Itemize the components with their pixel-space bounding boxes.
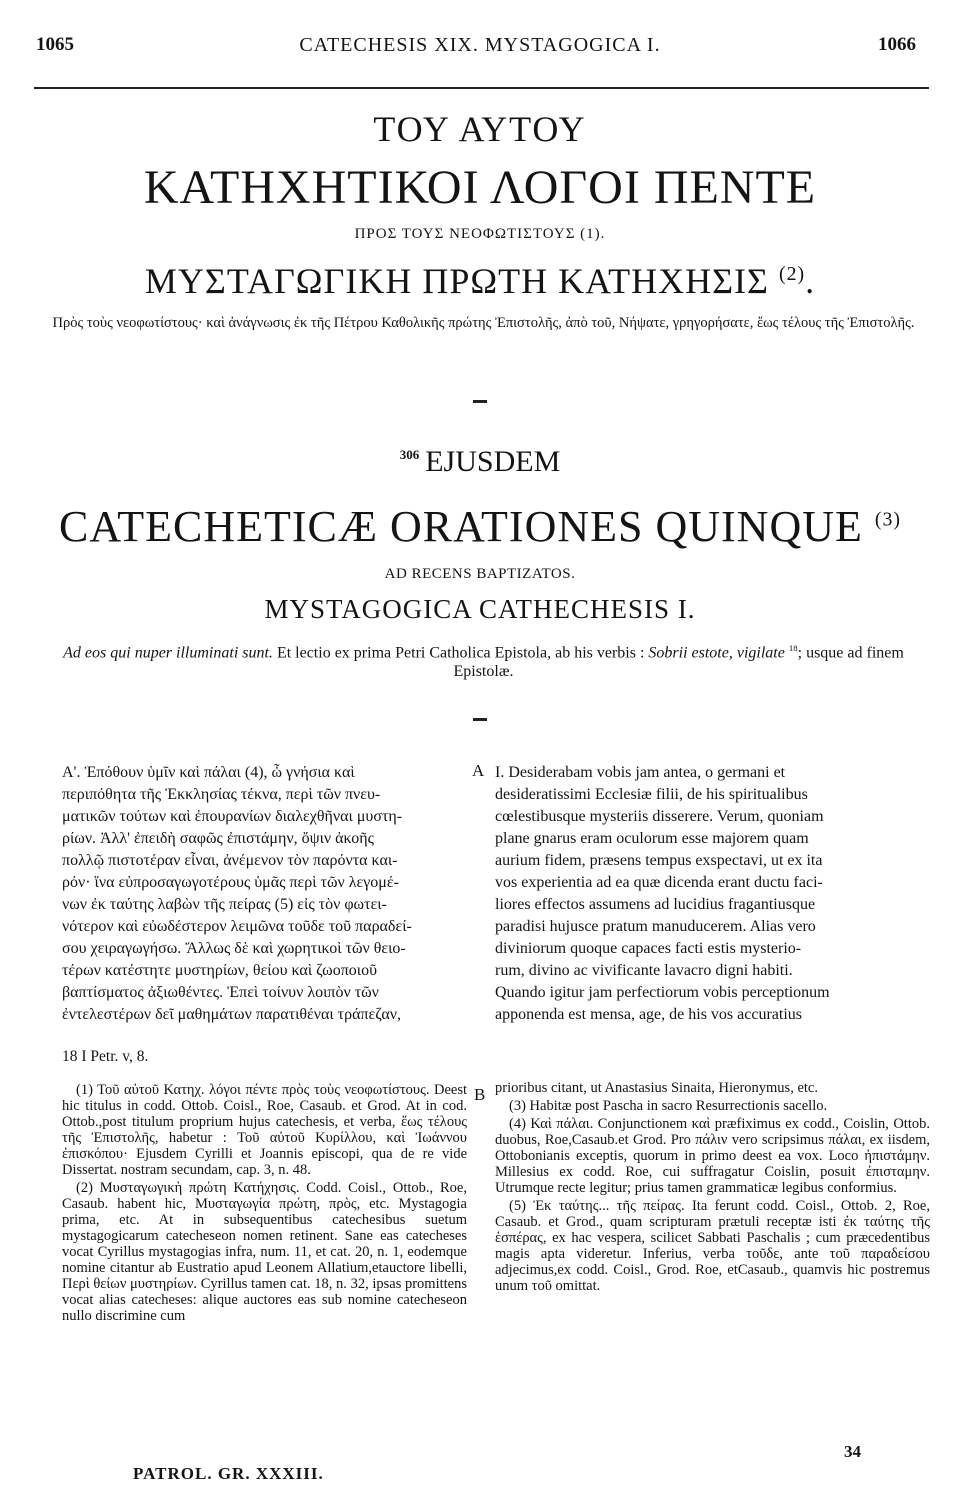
greek-text-column [62,762,467,1026]
latin-author-heading [30,445,930,479]
latin-text-column [495,762,930,1026]
latin-ejusdem: EJUSDEM [425,445,561,478]
header-rule [34,87,929,89]
text-line: ματικῶν τούτων καὶ ἐπουρανίων διαλεχθῆναι μυστη- [62,808,403,825]
footnote-5: (5) Ἐκ ταύτης... τῆς πείρας. Ita ferunt codd. Coisl., Ottob. 2, Roe, Casaub. et Grod., quam scripturam prætuli receptæ isti ἐκ ταύτης τῆς ἑσπέρας, ex hac vespera, scilicet Sabbati Paschalis ; cum præcedentibus magis apta videretur. Inferius, verba τοῦδε, ante τοῦ παραδείσου adjecimus,ex codd. Coisl., Grod. Roe, etCasaub., quamvis hic postremus unum τοῦ omittat. [495,1198,930,1294]
running-title: CATECHESIS XIX. MYSTAGOGICA I. [299,34,661,56]
scripture-reference: 18 I Petr. v, 8. [62,1048,149,1065]
footnote-1: (1) Τοῦ αὐτοῦ Κατηχ. λόγοι πέντε πρὸς τοὺς νεοφωτίστους. Deest hic titulus in codd. Ottob. Coisl., Roe, Casaub. et Grod. At in cod. Ottob.,post titulum proprium hujus catechesis, et verba, ἕως τέλους τῆς Ἐπιστολῆς, habetur : Τοῦ αὐτοῦ Κυρίλλου, καὶ Ἰωάννου ἐπισκόπου· Ejusdem Cyrilli et Joannis episcopi, qua de re vide Dissertat. nostram secundam, cap. 3, n. 48. [62,1082,467,1178]
latin-intro-end: ; usque ad finem Epistolæ. [453,644,904,681]
footnote-ref-3: (3) [874,508,901,531]
notes-right-column [495,1080,930,1296]
greek-mystagogy-title: ΜΥΣΤΑΓΩΓΙΚΗ ΠΡΩΤΗ ΚΑΤΗΧΗΣΙΣ $^{(2)}$. [144,261,816,301]
text-line: νων ἐκ ταύτης λαβὼν τῆς πείρας (5) εἰς τὸν φωτει- [62,896,387,913]
text-line: liores effectos assumens ad lucidius fragantiusque [495,896,816,913]
text-line: ρίων. Ἀλλ' ἐπειδὴ σαφῶς ἐπιστάμην, ὄψιν ἀκοῆς [62,830,374,847]
text-line: I. Desiderabam vobis jam antea, o germani et [495,764,786,781]
text-line: τέρων κατέστητε μυστηρίων, θείου καὶ ζωοποιοῦ [62,962,377,979]
latin-subtitle: AD RECENS BAPTIZATOS. [384,566,576,582]
scripture-ref-marker: 18 [788,643,798,653]
margin-marker-b: B [474,1085,486,1104]
column-number-right: 1066 [878,34,916,55]
text-line: aurium fidem, præsens tempus exspectavi, ut ex ita [495,852,823,869]
margin-marker-a: A [472,761,485,780]
text-line: πολλῷ πιστοτέραν εἶναι, ἀνέμενον τὸν παρόντα και- [62,852,398,869]
column-marker-306: 306 [399,447,420,462]
text-line: plane gnarus eram oculorum esse majorem quam [495,830,809,847]
footnote-2: (2) Μυσταγωγικὴ πρώτη Κατήχησις. Codd. Coisl., Ottob., Roe, Casaub. habent hic, Μυσταγωγία πρώτη, πρὸς, etc. Mystagogia prima, etc. At in subsequentibus catechesibus suetum mystagogicarum catecheseon nomen retinent. Sane eas catecheses vocat Cyrillus mystagogias infra, num. 11, et cat. 20, n. 1, eodemque nomine citantur ab Eustratio apud Leonem Allatium,etauctore libelli, Περὶ θείων μυστηρίων. Cyrillus tamen cat. 18, n. 32, ipsas promittens vocat alias catecheses: alique auctores eas sub nomine catecheseon nullo discrimine cum [62,1180,467,1324]
latin-mystagogy-title: MYSTAGOGICA CATHECHESIS I. [264,594,696,624]
footnote-4: (4) Καὶ πάλαι. Conjunctionem καὶ præfiximus ex codd., Coislin, Ottob. duobus, Roe,Casaub.et Grod. Pro πάλιν vero scripsimus πάλαι, ex iisdem, Ottobonianis exceptis, quorum in primo deest ea vox. Loco ἠπιστάμην. Millesius ex codd. Roe, cui suffragatur Coislin, posuit ἐπισταμην. Utrumque recte legitur; prius tamen grammaticæ legibus conformius. [495,1116,930,1196]
text-line: paradisi hujusce pratum manuducerem. Alias vero [495,918,816,935]
greek-mystagogy-title-text: ΜΥΣΤΑΓΩΓΙΚΗ ΠΡΩΤΗ ΚΑΤΗΧΗΣΙΣ [144,261,770,301]
footnote-ref-2: (2) [779,263,806,285]
footnote-3: (3) Habitæ post Pascha in sacro Resurrectionis sacello. [509,1098,828,1114]
notes-left-column [62,1082,467,1326]
greek-main-title: ΚΑΤΗΧΗΤΙΚΟΙ ΛΟΓΟΙ ΠΕΝΤΕ [143,161,817,214]
section-divider [473,400,487,403]
footnote-2-continued: prioribus citant, ut Anastasius Sinaita, Hieronymus, etc. [495,1080,818,1096]
text-line: νότερον καὶ εὐωδέστερον λειμῶνα τοῦδε τοῦ παραδεί- [62,918,412,935]
text-line: cœlestibusque mysteriis disserere. Verum, quoniam [495,808,824,825]
text-line: apponenda est mensa, age, de his vos accuratius [495,1006,803,1023]
text-line: desideratissimi Ecclesiæ filii, de his spiritualibus [495,786,808,803]
text-line: περιπόθητα τῆς Ἐκκλησίας τέκνα, περὶ τῶν πνευ- [62,786,381,803]
text-line: σου χειραγωγήσω. Ἄλλως δὲ καὶ χωρητικοὶ τῶν θειο- [62,940,406,957]
latin-main-title [30,501,930,552]
latin-intro-quote: Sobrii estote, vigilate [648,644,785,662]
text-line: ἐντελεστέρων δεῖ μαθημάτων παρατιθέναι τράπεζαν, [62,1006,401,1023]
text-line: Α'. Ἐπόθουν ὑμῖν καὶ πάλαι (4), ὦ γνήσια καὶ [62,764,355,781]
text-line: ρόν· ἵνα εὐπροσαγωγοτέρους ὑμᾶς περὶ τῶν λεγομέ- [62,874,399,891]
signature-mark: PATROL. GR. XXXIII. [133,1464,324,1483]
section-divider-2 [473,718,487,721]
text-line: rum, divino ac vivificante lavacro digni habiti. [495,962,793,979]
greek-subtitle: ΠΡΟΣ ΤΟΥΣ ΝΕΟΦΩΤΙΣΤΟΥΣ (1). [354,226,606,242]
latin-intro [36,639,931,681]
latin-intro-italic: Ad eos qui nuper illuminati sunt. [63,644,273,662]
text-line: βαπτίσματος ἀξιωθέντες. Ἐπεὶ τοίνυν λοιπὸν τῶν [62,984,379,1001]
text-line: vos experientia ad ea quæ dicenda erant ductu faci- [495,874,823,891]
text-line: Quando igitur jam perfectiorum vobis perceptionum [495,984,830,1001]
column-number-left: 1065 [36,34,74,55]
greek-intro: Πρὸς τοὺς νεοφωτίστους· καὶ ἀνάγνωσις ἐκ τῆς Πέτρου Καθολικῆς πρώτης Ἐπιστολῆς, ἀπὸ τοῦ, Νήψατε, γρηγορήσατε, ἕως τέλους τῆς Ἐπιστολῆς. [52,315,915,331]
latin-intro-text: Et lectio ex prima Petri Catholica Epistola, ab his verbis : [276,644,645,662]
latin-main-title-text: CATECHETICÆ ORATIONES QUINQUE [59,502,863,551]
text-line: diviniorum quoque capaces facti estis mysterio- [495,940,802,957]
sheet-number: 34 [844,1442,861,1461]
greek-author-heading: ΤΟΥ ΑΥΤΟΥ [373,109,587,149]
